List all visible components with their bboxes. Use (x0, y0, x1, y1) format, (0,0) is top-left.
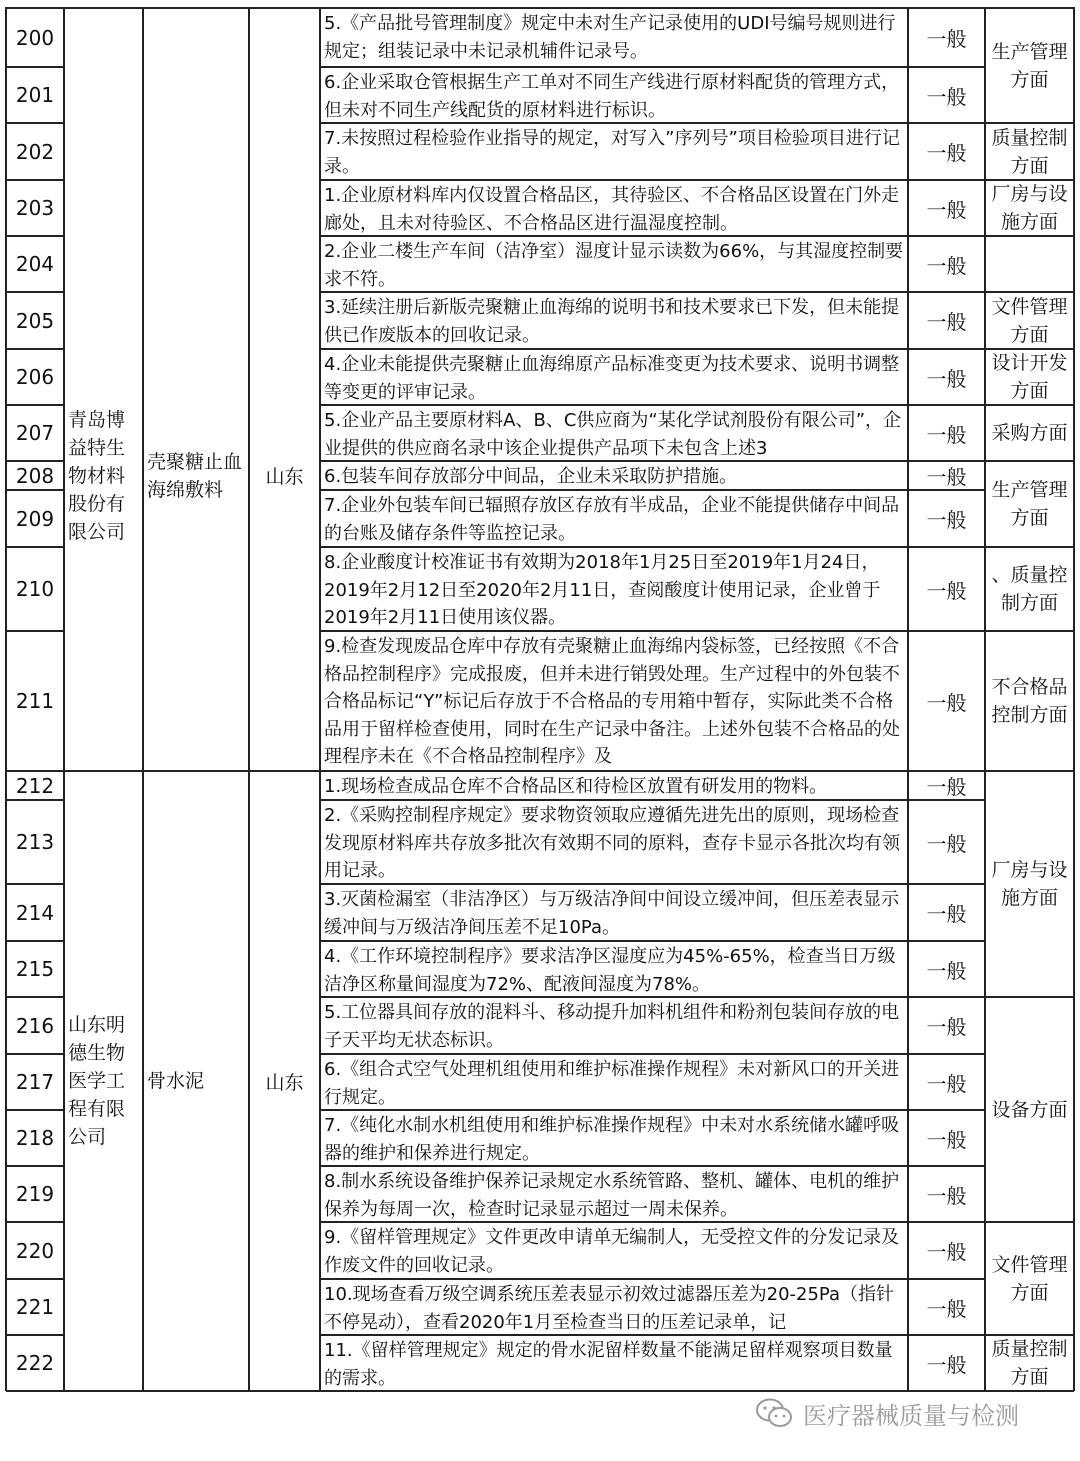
category-label: 厂房与设施方面 (991, 183, 1068, 233)
company-name: 青岛博益特生物材料股份有限公司 (68, 408, 126, 543)
category-label: 质量控制方面 (991, 1338, 1068, 1388)
severity-level: 一般 (926, 197, 967, 222)
issue-text: 5.企业产品主要原材料A、B、C供应商为“某化学试剂股份有限公司”，企业提供的供应商名录中该企业提供产品项下未包含上述3 (324, 410, 902, 459)
severity-level: 一般 (926, 690, 967, 715)
severity-level: 一般 (926, 1296, 967, 1321)
severity-level: 一般 (926, 508, 967, 532)
severity-level: 一般 (926, 1015, 967, 1039)
company-name: 山东明德生物医学工程有限公司 (68, 1014, 126, 1148)
row-number: 211 (15, 689, 55, 713)
issue-text: 7.未按照过程检验作业指导的规定，对写入”序列号”项目检验项目进行记录。 (324, 128, 900, 177)
grid-line-vertical (907, 7, 909, 1391)
product-name: 壳聚糖止血海绵敷料 (147, 450, 243, 501)
category-label: 生产管理方面 (991, 40, 1068, 91)
province: 山东 (265, 466, 304, 488)
issue-text: 8.企业酸度计校准证书有效期为2018年1月25日至2019年1月24日，2019年2月12日至2020年2月11日，查阅酸度计使用记录，企业曾于2019年2月11日使用该仪器。 (324, 552, 881, 628)
row-number: 217 (15, 1070, 55, 1094)
row-number: 202 (15, 139, 55, 164)
severity-level: 一般 (926, 253, 967, 278)
severity-level: 一般 (926, 775, 967, 799)
grid-line-horizontal (6, 7, 64, 9)
grid-line-horizontal (6, 1390, 64, 1392)
category-label: 文件管理方面 (991, 1253, 1068, 1304)
severity-level: 一般 (926, 831, 967, 856)
grid-line-vertical (248, 7, 250, 1391)
severity-level: 一般 (926, 141, 967, 165)
row-number: 216 (15, 1013, 55, 1038)
issue-text: 2.《采购控制程序规定》要求物资领取应遵循先进先出的原则，现场检查发现原材料库共存放多批次有效期不同的原料，查存卡显示各批次均有领用记录。 (324, 805, 900, 881)
row-number: 200 (15, 25, 55, 50)
issue-text: 9.检查发现废品仓库中存放有壳聚糖止血海绵内袋标签，已经按照《不合格品控制程序》完成报废，但并未进行销毁处理。生产过程中的外包装不合格品标记“Y”标记后存放于不合格品的专用箱中暂存，实际此类不合格品用于留样检查使用，同时在生产记录中备注。上述外包装不合格品的处理程序未在《不合格品控制程序》及 (324, 636, 900, 767)
category-label: 质量控制方面 (991, 126, 1068, 177)
issue-text: 8.制水系统设备维护保养记录规定水系统管路、整机、罐体、电机的维护保养为每周一次，检查时记录显示超过一周未保养。 (324, 1171, 900, 1220)
province: 山东 (265, 1071, 304, 1094)
category-label: 设备方面 (991, 1098, 1068, 1121)
severity-level: 一般 (926, 1240, 967, 1264)
issue-text: 1.企业原材料库内仅设置合格品区，其待验区、不合格品区设置在门外走廊处，且未对待验区、不合格品区进行温湿度控制。 (324, 185, 900, 234)
row-number: 213 (15, 830, 55, 854)
issue-text: 2.企业二楼生产车间（洁净室）湿度计显示读数为66%，与其湿度控制要求不符。 (324, 241, 904, 290)
grid-line-vertical (142, 7, 144, 1391)
category-label: 文件管理方面 (991, 295, 1068, 346)
issue-text: 6.企业采取仓管根据生产工单对不同生产线进行原材料配货的管理方式，但未对不同生产线配货的原材料进行标识。 (324, 72, 900, 121)
product-name: 骨水泥 (147, 1070, 205, 1092)
category-label: 生产管理方面 (991, 479, 1068, 529)
row-number: 220 (15, 1238, 55, 1263)
row-number: 212 (15, 773, 55, 798)
category-label: 厂房与设施方面 (991, 859, 1068, 909)
category-label (985, 236, 1074, 292)
grid-line-horizontal (985, 1390, 1074, 1392)
issue-text: 6.《组合式空气处理机组使用和维护标准操作规程》未对新风口的开关进行规定。 (324, 1059, 900, 1108)
row-number: 218 (15, 1126, 55, 1150)
watermark (755, 1393, 1019, 1433)
grid-line-horizontal (64, 7, 320, 9)
severity-level: 一般 (926, 1127, 967, 1152)
row-number: 209 (15, 506, 55, 531)
row-number: 205 (15, 308, 55, 333)
row-number: 214 (15, 900, 55, 925)
issue-text: 9.《留样管理规定》文件更改申请单无编制人，无受控文件的分发记录及作废文件的回收记录。 (324, 1227, 900, 1276)
severity-level: 一般 (926, 84, 967, 109)
severity-level: 一般 (926, 1352, 967, 1377)
category-label: 不合格品控制方面 (991, 676, 1068, 726)
grid-line-horizontal (320, 1390, 985, 1392)
issue-text: 7.企业外包装车间已辐照存放区存放有半成品，企业不能提供储存中间品的台账及储存条件等监控记录。 (324, 495, 900, 544)
row-number: 207 (15, 421, 55, 445)
severity-level: 一般 (926, 310, 967, 334)
category-label: 设计开发方面 (991, 352, 1068, 402)
row-number: 204 (15, 252, 55, 276)
grid-line-vertical (984, 7, 986, 1391)
grid-line-vertical (1073, 7, 1075, 1391)
watermark-text: 医疗器械质量与检测 (803, 1401, 1019, 1430)
issue-text: 4.《工作环境控制程序》要求洁净区湿度应为45%-65%，检查当日万级洁净区称量间湿度为72%、配液间湿度为78%。 (324, 946, 896, 995)
grid-line-horizontal (320, 7, 1074, 9)
issue-text: 7.《纯化水制水机组使用和维护标准操作规程》中未对水系统储水罐呼吸器的维护和保养进行规定。 (324, 1115, 900, 1164)
row-number: 208 (15, 463, 55, 488)
row-number: 215 (15, 957, 55, 981)
severity-level: 一般 (926, 465, 967, 489)
issue-text: 5.《产品批号管理制度》规定中未对生产记录使用的UDI号编号规则进行规定；组装记录中未记录机辅件记录号。 (324, 13, 896, 62)
issue-text: 11.《留样管理规定》规定的骨水泥留样数量不能满足留样观察项目数量的需求。 (324, 1340, 893, 1389)
severity-level: 一般 (926, 422, 967, 447)
row-number: 201 (15, 83, 55, 107)
wechat-icon (755, 1397, 793, 1429)
severity-level: 一般 (926, 1183, 967, 1208)
issue-text: 5.工位器具间存放的混料斗、移动提升加料机组件和粉剂包装间存放的电子天平均无状态标识。 (324, 1002, 900, 1051)
severity-level: 一般 (926, 578, 967, 603)
grid-line-vertical (63, 7, 65, 1391)
issue-text: 3.灭菌检漏室（非洁净区）与万级洁净间中间设立缓冲间，但压差表显示缓冲间与万级洁净间压差不足10Pa。 (324, 889, 900, 938)
severity-level: 一般 (926, 958, 967, 983)
issue-text: 1.现场检查成品仓库不合格品区和待检区放置有研发用的物料。 (324, 776, 828, 797)
severity-level: 一般 (926, 366, 967, 391)
grid-line-horizontal (64, 1390, 320, 1392)
issue-text: 3.延续注册后新版壳聚糖止血海绵的说明书和技术要求已下发，但未能提供已作废版本的回收记录。 (324, 297, 900, 346)
issue-text: 4.企业未能提供壳聚糖止血海绵原产品标准变更为技术要求、说明书调整等变更的评审记录。 (324, 354, 900, 403)
row-number: 210 (15, 577, 55, 601)
row-number: 203 (15, 196, 55, 220)
row-number: 219 (15, 1182, 55, 1206)
category-label: 、质量控制方面 (991, 564, 1068, 614)
issue-text: 10.现场查看万级空调系统压差表显示初效过滤器压差为20-25Pa（指针不停晃动），查看2020年1月至检查当日的压差记录单，记 (324, 1284, 895, 1333)
issue-text: 6.包装车间存放部分中间品，企业未采取防护措施。 (324, 466, 738, 487)
grid-line-vertical (319, 7, 321, 1391)
severity-level: 一般 (926, 902, 967, 926)
category-label: 采购方面 (991, 422, 1068, 444)
row-number: 222 (15, 1351, 55, 1375)
severity-level: 一般 (926, 1071, 967, 1096)
grid-line-vertical (5, 7, 7, 1391)
severity-level: 一般 (926, 27, 967, 51)
row-number: 221 (15, 1295, 55, 1319)
row-number: 206 (15, 365, 55, 389)
